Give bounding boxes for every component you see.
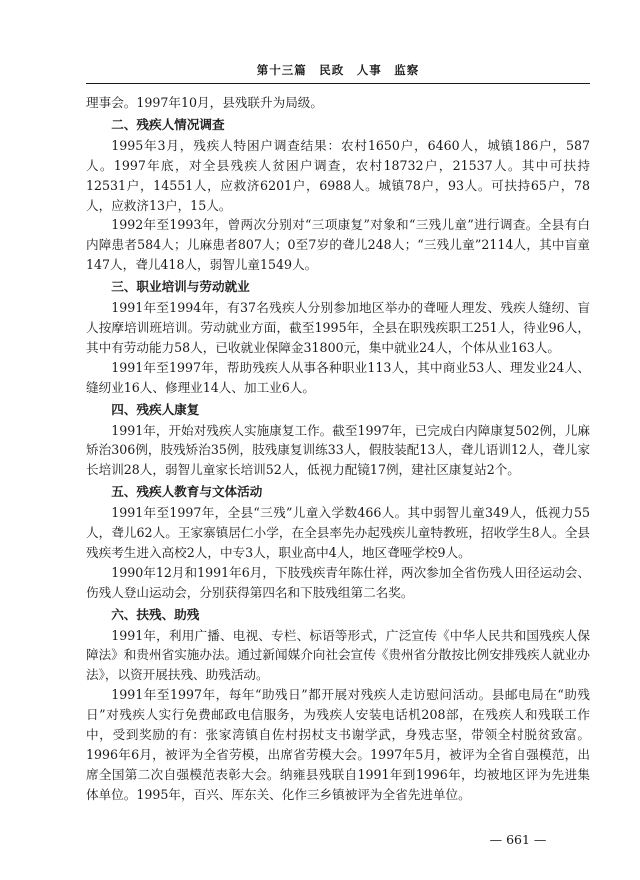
page-body — [86, 93, 590, 805]
paragraph: 1991年，开始对残疾人实施康复工作。截至1997年，已完成白内障康复502例，儿麻矫治306例，肢残矫治35例，肢残康复训练33人，假肢装配13人，聋儿语训12人，聋儿家长培训28人，弱智儿童家长培训52人，低视力配镜17例，建社区康复站2个。 — [86, 422, 590, 478]
paragraph: 1991年至1994年，有37名残疾人分别参加地区举办的聋哑人理发、残疾人缝纫、盲人按摩培训班培训。劳动就业方面，截至1995年，全县在职残疾职工251人，待业96人，其中有劳动能力58人，已收就业保障金31800元，集中就业24人，个体从业163人。 — [86, 300, 590, 355]
header-rule — [86, 83, 590, 84]
section-heading-survey: 二、残疾人情况调查 — [111, 116, 225, 132]
paragraph: 1990年12月和1991年6月，下肢残疾青年陈仕祥，两次参加全省伤残人田径运动会、伤残人登山运动会，分别获得第四名和下肢残组第二名奖。 — [86, 564, 590, 600]
section-heading-assistance: 六、扶残、助残 — [111, 606, 200, 622]
paragraph: 1991年至1997年，每年“助残日”都开展对残疾人走访慰问活动。县邮电局在“助残日”对残疾人实行免费邮政电信服务，为残疾人安装电话机208部，在残疾人和残联工作中，受到奖励的有：张家湾镇自佐村拐杖支书谢学武，身残志坚，带领全村脱贫致富。1996年6月，被评为全省劳模，出席省劳模大会。1997年5月，被评为全省自强模范，出席全国第二次自强模范表彰大会。纳雍县残联自1991年到1996年，均被地区评为先进集体单位。1995年，百兴、厍东关、化作三乡镇被评为全省先进单位。 — [86, 687, 590, 802]
section-heading-education: 五、残疾人教育与文体活动 — [111, 484, 263, 500]
paragraph: 1991年，利用广播、电视、专栏、标语等形式，广泛宣传《中华人民共和国残疾人保障法》和贵州省实施办法。通过新闻媒介向社会宣传《贵州省分散按比例安排残疾人就业办法》，以资开展扶残、助残活动。 — [86, 627, 590, 683]
paragraph: 1991年至1997年，帮助残疾人从事各种职业113人，其中商业53人、理发业24人、缝纫业16人、修理业14人、加工业6人。 — [86, 359, 590, 395]
section-heading-rehabilitation: 四、残疾人康复 — [111, 401, 200, 417]
paragraph: 1992年至1993年，曾两次分别对“三项康复”对象和“三残儿童”进行调查。全县有白内障患者584人；儿麻患者807人；0至7岁的聋儿248人；“三残儿童”2114人，其中盲童147人，聋儿418人，弱智儿童1549人。 — [86, 217, 590, 273]
paragraph: 1995年3月，残疾人特困户调查结果：农村1650户，6460人，城镇186户，587人。1997年底，对全县残疾人贫困户调查，农村18732户，21537人。其中可扶持12531户，14551人，应救济6201户，6988人。城镇78户，93人。可扶持65户，78人，应救济13户，15人。 — [86, 137, 590, 213]
section-heading-training: 三、职业培训与劳动就业 — [111, 279, 250, 295]
paragraph: 1991年至1997年，全县“三残”儿童入学数466人。其中弱智儿童349人，低视力55人，聋儿62人。王家寨镇居仁小学，在全县率先办起残疾儿童特教班，招收学生8人。全县残疾考生进入高校2人，中专3人，职业高中4人，地区聋哑学校9人。 — [86, 505, 590, 560]
page-number: — 661 — — [489, 832, 547, 847]
intro-paragraph: 理事会。1997年10月，县残联升为局级。 — [86, 95, 323, 110]
running-header: 第十三篇 民政 人事 监察 — [256, 63, 420, 77]
